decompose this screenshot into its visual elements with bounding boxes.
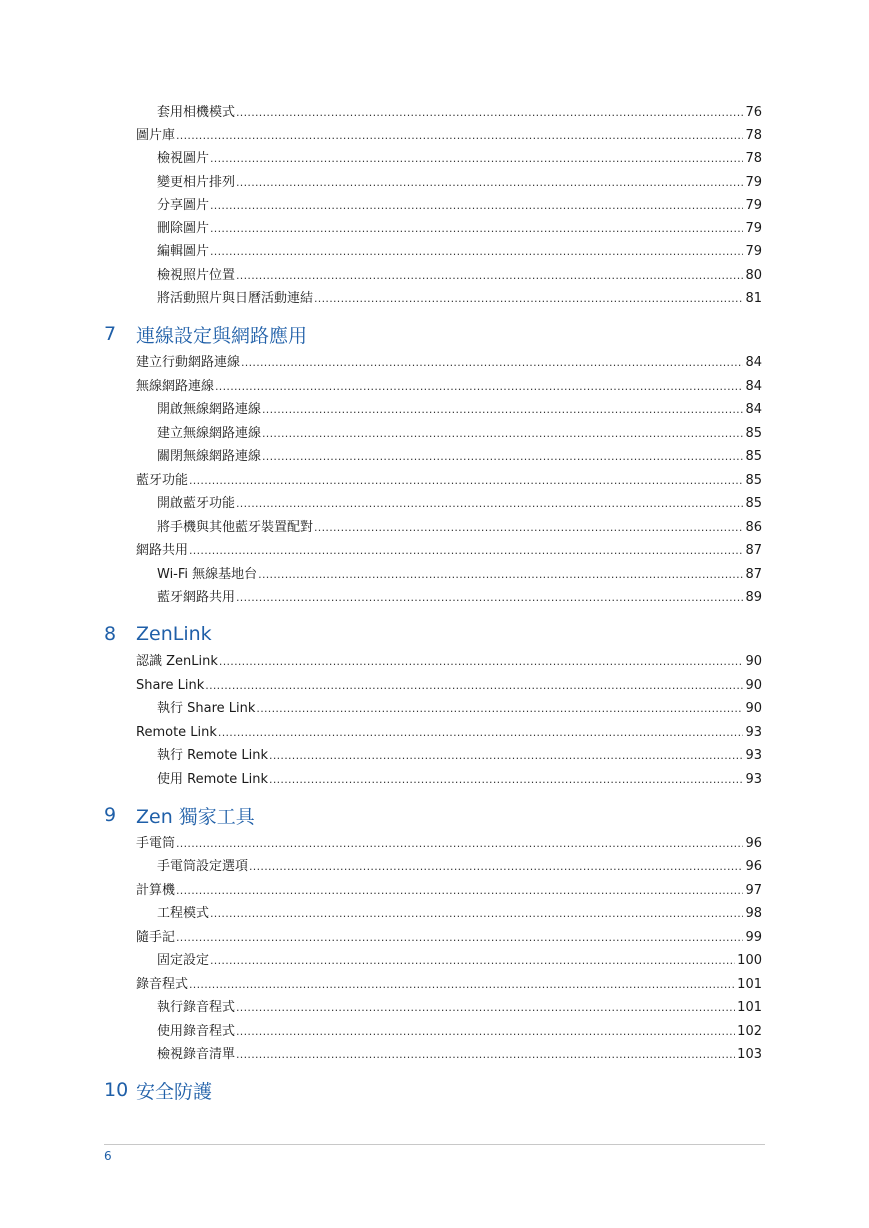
- toc-entry-label: 藍牙功能: [136, 473, 189, 488]
- toc-entry-label: 無線網路連線: [136, 379, 215, 394]
- toc-entry-page: 90: [745, 678, 762, 693]
- toc-entry-page: 79: [745, 244, 762, 259]
- toc-entry[interactable]: [136, 539, 762, 559]
- leader-dots: [241, 356, 743, 370]
- leader-dots: [189, 978, 735, 992]
- toc-entry[interactable]: [157, 744, 762, 764]
- leader-dots: [314, 292, 743, 306]
- chapter-title: ZenLink: [136, 623, 212, 645]
- leader-dots: [249, 860, 743, 874]
- toc-entry[interactable]: [157, 855, 762, 875]
- toc-entry[interactable]: [157, 1043, 762, 1063]
- chapter-number: 7: [104, 323, 117, 345]
- toc-entry-label: Share Link: [136, 678, 205, 693]
- toc-entry-label: Remote Link: [136, 725, 217, 740]
- toc-entry[interactable]: [157, 586, 762, 606]
- leader-dots: [176, 884, 743, 898]
- toc-entry-page: 93: [745, 725, 762, 740]
- toc-entry-page: 101: [737, 1000, 762, 1015]
- toc-entry[interactable]: [136, 650, 762, 670]
- toc-entry-page: 78: [745, 151, 762, 166]
- toc-entry-label: 執行錄音程式: [157, 1000, 236, 1015]
- toc-entry-label: 網路共用: [136, 543, 189, 558]
- toc-entry-page: 89: [745, 590, 762, 605]
- toc-entry-label: 套用相機模式: [157, 105, 236, 120]
- toc-entry[interactable]: [157, 101, 762, 121]
- chapter-heading[interactable]: [104, 802, 255, 828]
- toc-entry[interactable]: [157, 516, 762, 536]
- leader-dots: [262, 450, 743, 464]
- toc-entry-label: 變更相片排列: [157, 175, 236, 190]
- footer-divider: [104, 1144, 765, 1145]
- toc-entry-label: 手電筒設定選項: [157, 859, 249, 874]
- leader-dots: [236, 1001, 735, 1015]
- toc-entry[interactable]: [157, 398, 762, 418]
- toc-entry-label: 編輯圖片: [157, 244, 210, 259]
- toc-entry[interactable]: [136, 879, 762, 899]
- chapter-number: 9: [104, 804, 117, 826]
- toc-entry-page: 80: [745, 268, 762, 283]
- toc-entry[interactable]: [157, 902, 762, 922]
- toc-entry-page: 86: [745, 520, 762, 535]
- leader-dots: [236, 591, 743, 605]
- leader-dots: [236, 1048, 735, 1062]
- toc-entry-page: 79: [745, 175, 762, 190]
- leader-dots: [176, 129, 743, 143]
- toc-entry-page: 97: [745, 883, 762, 898]
- chapter-title: Zen 獨家工具: [136, 805, 255, 828]
- toc-entry-label: 圖片庫: [136, 128, 176, 143]
- leader-dots: [236, 497, 743, 511]
- toc-entry[interactable]: [157, 287, 762, 307]
- toc-entry[interactable]: [157, 422, 762, 442]
- toc-entry-label: 使用 Remote Link: [157, 772, 269, 787]
- toc-entry[interactable]: [157, 492, 762, 512]
- toc-entry[interactable]: [157, 996, 762, 1016]
- toc-entry-page: 101: [737, 977, 762, 992]
- leader-dots: [210, 907, 743, 921]
- toc-entry[interactable]: [136, 973, 762, 993]
- toc-entry[interactable]: [157, 264, 762, 284]
- leader-dots: [205, 679, 743, 693]
- leader-dots: [262, 403, 743, 417]
- toc-entry-label: 工程模式: [157, 906, 210, 921]
- toc-entry-page: 93: [745, 772, 762, 787]
- chapter-title: 連線設定與網路應用: [136, 324, 308, 347]
- toc-entry-label: 開啟無線網路連線: [157, 402, 262, 417]
- toc-entry-page: 78: [745, 128, 762, 143]
- toc-entry-page: 103: [737, 1047, 762, 1062]
- toc-entry[interactable]: [136, 375, 762, 395]
- toc-entry-page: 96: [745, 836, 762, 851]
- leader-dots: [210, 152, 743, 166]
- toc-entry-page: 84: [745, 402, 762, 417]
- leader-dots: [210, 199, 743, 213]
- toc-entry-label: 執行 Remote Link: [157, 748, 269, 763]
- leader-dots: [215, 380, 743, 394]
- leader-dots: [210, 245, 743, 259]
- chapter-heading[interactable]: [104, 1077, 212, 1103]
- toc-entry[interactable]: [157, 563, 762, 583]
- toc-entry-label: 分享圖片: [157, 198, 210, 213]
- toc-entry-page: 87: [745, 543, 762, 558]
- toc-entry-label: Wi-Fi 無線基地台: [157, 567, 258, 582]
- leader-dots: [236, 176, 743, 190]
- toc-entry-page: 96: [745, 859, 762, 874]
- toc-entry-label: 藍牙網路共用: [157, 590, 236, 605]
- toc-entry-page: 102: [737, 1024, 762, 1039]
- toc-entry-page: 84: [745, 379, 762, 394]
- toc-entry-page: 79: [745, 221, 762, 236]
- leader-dots: [236, 269, 743, 283]
- leader-dots: [176, 837, 743, 851]
- toc-entry-label: 執行 Share Link: [157, 701, 256, 716]
- toc-entry-label: 檢視錄音清單: [157, 1047, 236, 1062]
- chapter-number: 8: [104, 623, 117, 645]
- toc-entry-label: 手電筒: [136, 836, 176, 851]
- toc-entry[interactable]: [157, 1020, 762, 1040]
- toc-entry-page: 85: [745, 496, 762, 511]
- leader-dots: [218, 726, 744, 740]
- toc-entry-label: 認識 ZenLink: [136, 654, 218, 669]
- toc-entry-label: 開啟藍牙功能: [157, 496, 236, 511]
- toc-entry[interactable]: [136, 469, 762, 489]
- toc-entry[interactable]: [157, 171, 762, 191]
- toc-entry-label: 固定設定: [157, 953, 210, 968]
- toc-entry-page: 85: [745, 473, 762, 488]
- leader-dots: [210, 222, 743, 236]
- toc-entry-label: 檢視照片位置: [157, 268, 236, 283]
- page-number: 6: [104, 1149, 112, 1163]
- leader-dots: [189, 544, 743, 558]
- toc-entry[interactable]: [157, 697, 762, 717]
- toc-entry[interactable]: [157, 240, 762, 260]
- leader-dots: [314, 521, 743, 535]
- leader-dots: [189, 474, 743, 488]
- toc-entry-page: 76: [745, 105, 762, 120]
- toc-entry-page: 85: [745, 449, 762, 464]
- leader-dots: [262, 427, 743, 441]
- toc-entry[interactable]: [136, 926, 762, 946]
- toc-entry-label: 計算機: [136, 883, 176, 898]
- toc-entry-page: 99: [745, 930, 762, 945]
- toc-entry-label: 隨手記: [136, 930, 176, 945]
- chapter-number: 10: [104, 1079, 129, 1101]
- toc-entry[interactable]: [136, 674, 762, 694]
- toc-entry-page: 84: [745, 355, 762, 370]
- toc-entry[interactable]: [136, 124, 762, 144]
- toc-entry-label: 關閉無線網路連線: [157, 449, 262, 464]
- toc-entry-label: 建立行動網路連線: [136, 355, 241, 370]
- toc-entry-page: 81: [745, 291, 762, 306]
- toc-entry-label: 建立無線網路連線: [157, 426, 262, 441]
- toc-entry-page: 100: [737, 953, 762, 968]
- toc-entry-label: 使用錄音程式: [157, 1024, 236, 1039]
- toc-entry-page: 98: [745, 906, 762, 921]
- leader-dots: [256, 702, 743, 716]
- leader-dots: [210, 954, 735, 968]
- toc-entry-label: 檢視圖片: [157, 151, 210, 166]
- leader-dots: [269, 749, 743, 763]
- chapter-heading[interactable]: [104, 321, 307, 347]
- toc-entry-page: 93: [745, 748, 762, 763]
- toc-entry-page: 79: [745, 198, 762, 213]
- chapter-title: 安全防護: [136, 1080, 213, 1103]
- toc-entry-label: 將手機與其他藍牙裝置配對: [157, 520, 314, 535]
- leader-dots: [269, 773, 743, 787]
- toc-entry[interactable]: [157, 194, 762, 214]
- toc-entry-page: 90: [745, 654, 762, 669]
- toc-entry-label: 將活動照片與日曆活動連結: [157, 291, 314, 306]
- toc-entry[interactable]: [157, 147, 762, 167]
- toc-entry[interactable]: [136, 351, 762, 371]
- toc-entry-label: 錄音程式: [136, 977, 189, 992]
- toc-entry[interactable]: [157, 217, 762, 237]
- leader-dots: [236, 1025, 735, 1039]
- toc-entry[interactable]: [157, 445, 762, 465]
- leader-dots: [236, 106, 743, 120]
- chapter-heading[interactable]: [104, 621, 212, 647]
- toc-entry[interactable]: [157, 768, 762, 788]
- toc-entry-page: 85: [745, 426, 762, 441]
- toc-entry-label: 刪除圖片: [157, 221, 210, 236]
- leader-dots: [219, 655, 744, 669]
- leader-dots: [258, 568, 743, 582]
- toc-entry-page: 90: [745, 701, 762, 716]
- toc-entry-page: 87: [745, 567, 762, 582]
- toc-entry[interactable]: [136, 721, 762, 741]
- toc-entry[interactable]: [136, 832, 762, 852]
- toc-entry[interactable]: [157, 949, 762, 969]
- leader-dots: [176, 931, 743, 945]
